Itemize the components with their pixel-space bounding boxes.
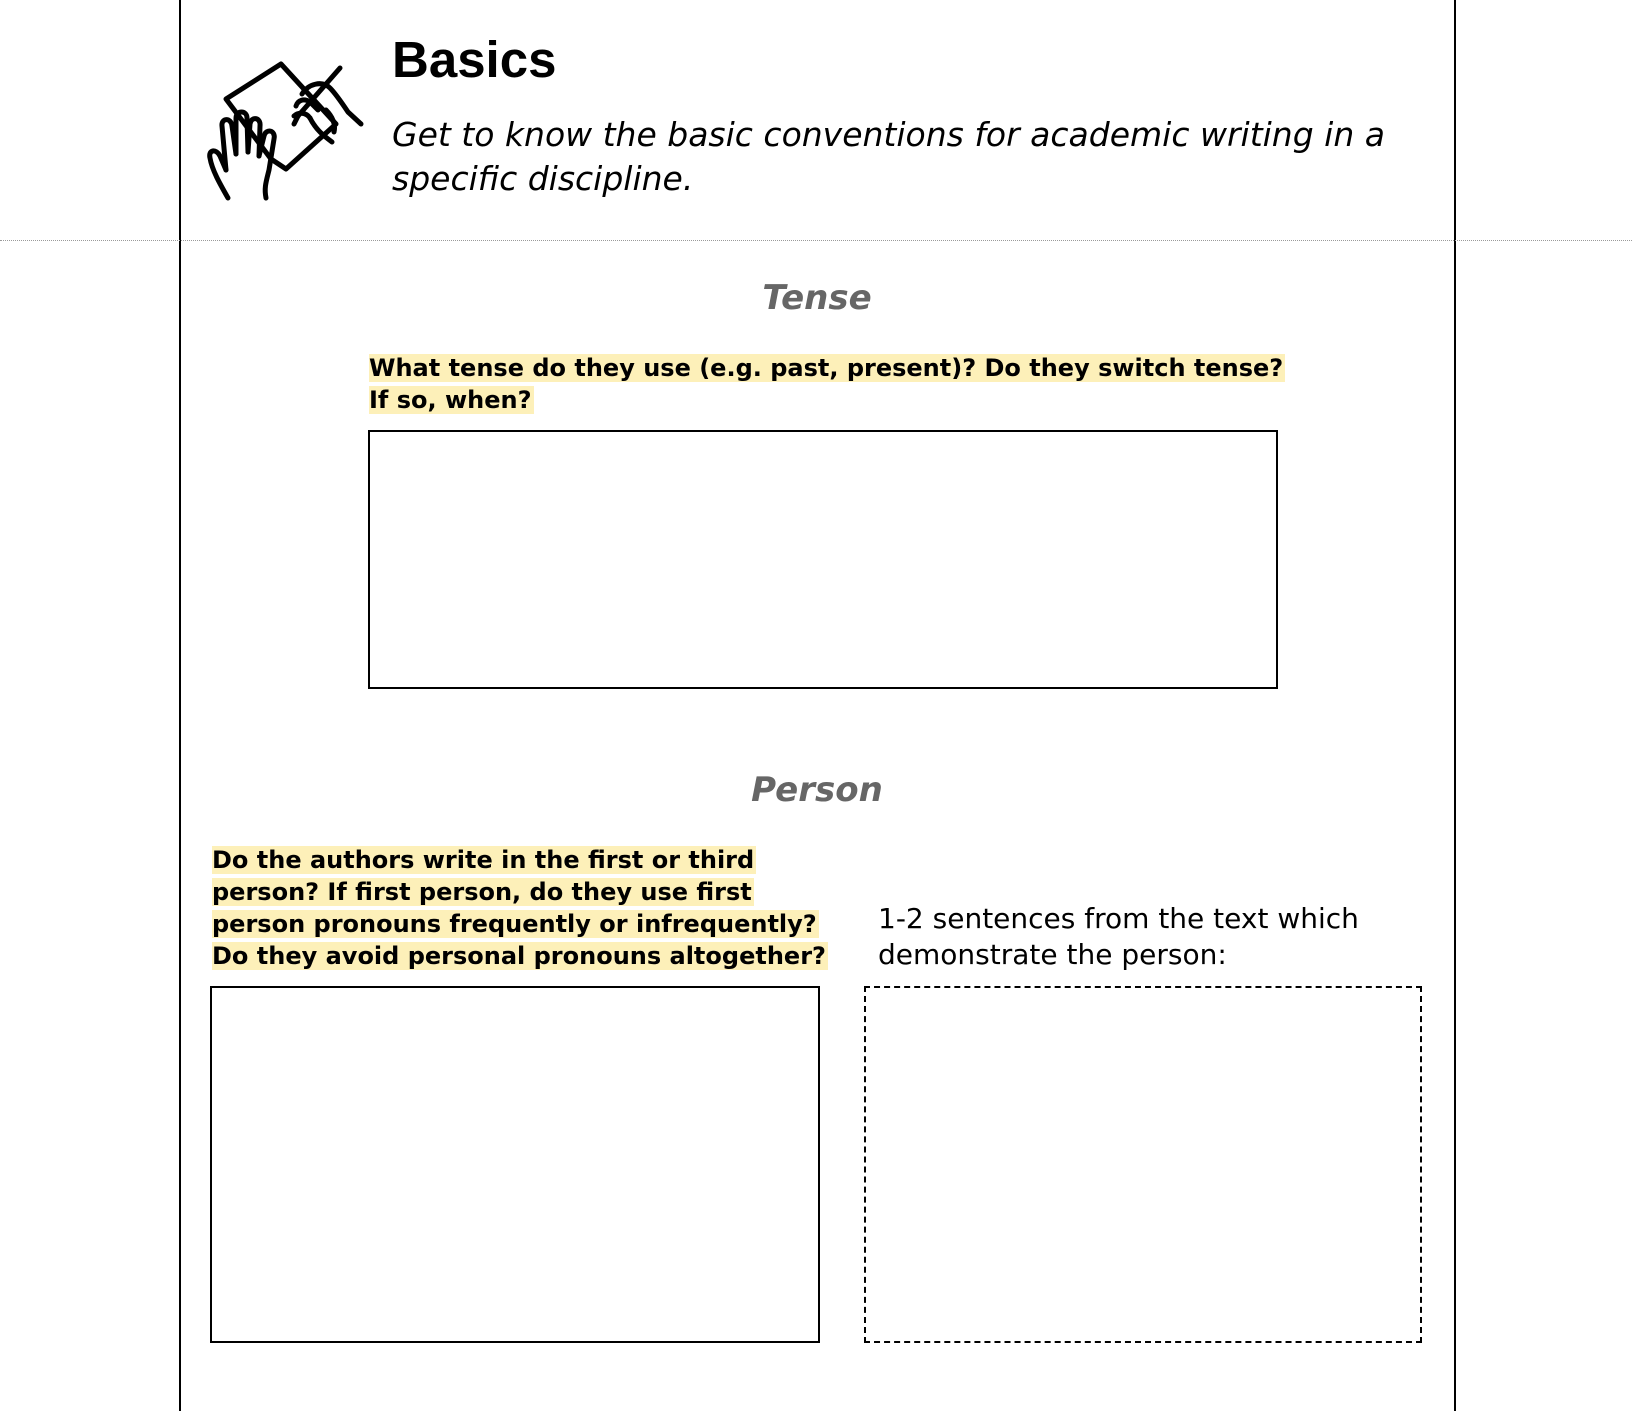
page-margin-left <box>179 0 181 1411</box>
person-example-label: 1-2 sentences from the text which demonstrate the person: <box>878 902 1359 971</box>
tense-answer-box[interactable] <box>368 430 1278 689</box>
tense-prompt-text: What tense do they use (e.g. past, present)? Do they switch tense? If so, when? <box>369 354 1284 414</box>
hands-writing-icon <box>206 54 366 204</box>
person-prompt-text: Do the authors write in the first or third person? If first person, do they use first person pronouns frequently or infrequently? Do they avoid personal pronouns altogether? <box>212 846 826 970</box>
page-subtitle: Get to know the basic conventions for academic writing in a specific discipline. <box>392 115 1385 198</box>
person-answer-box[interactable] <box>210 986 820 1343</box>
header-divider <box>0 240 1632 241</box>
tense-prompt <box>369 352 1289 416</box>
person-heading: Person <box>751 770 883 810</box>
page-margin-right <box>1454 0 1456 1411</box>
tense-heading: Tense <box>762 278 872 318</box>
person-prompt <box>212 844 832 972</box>
page-title: Basics <box>392 31 557 88</box>
person-example-box[interactable] <box>864 986 1422 1343</box>
